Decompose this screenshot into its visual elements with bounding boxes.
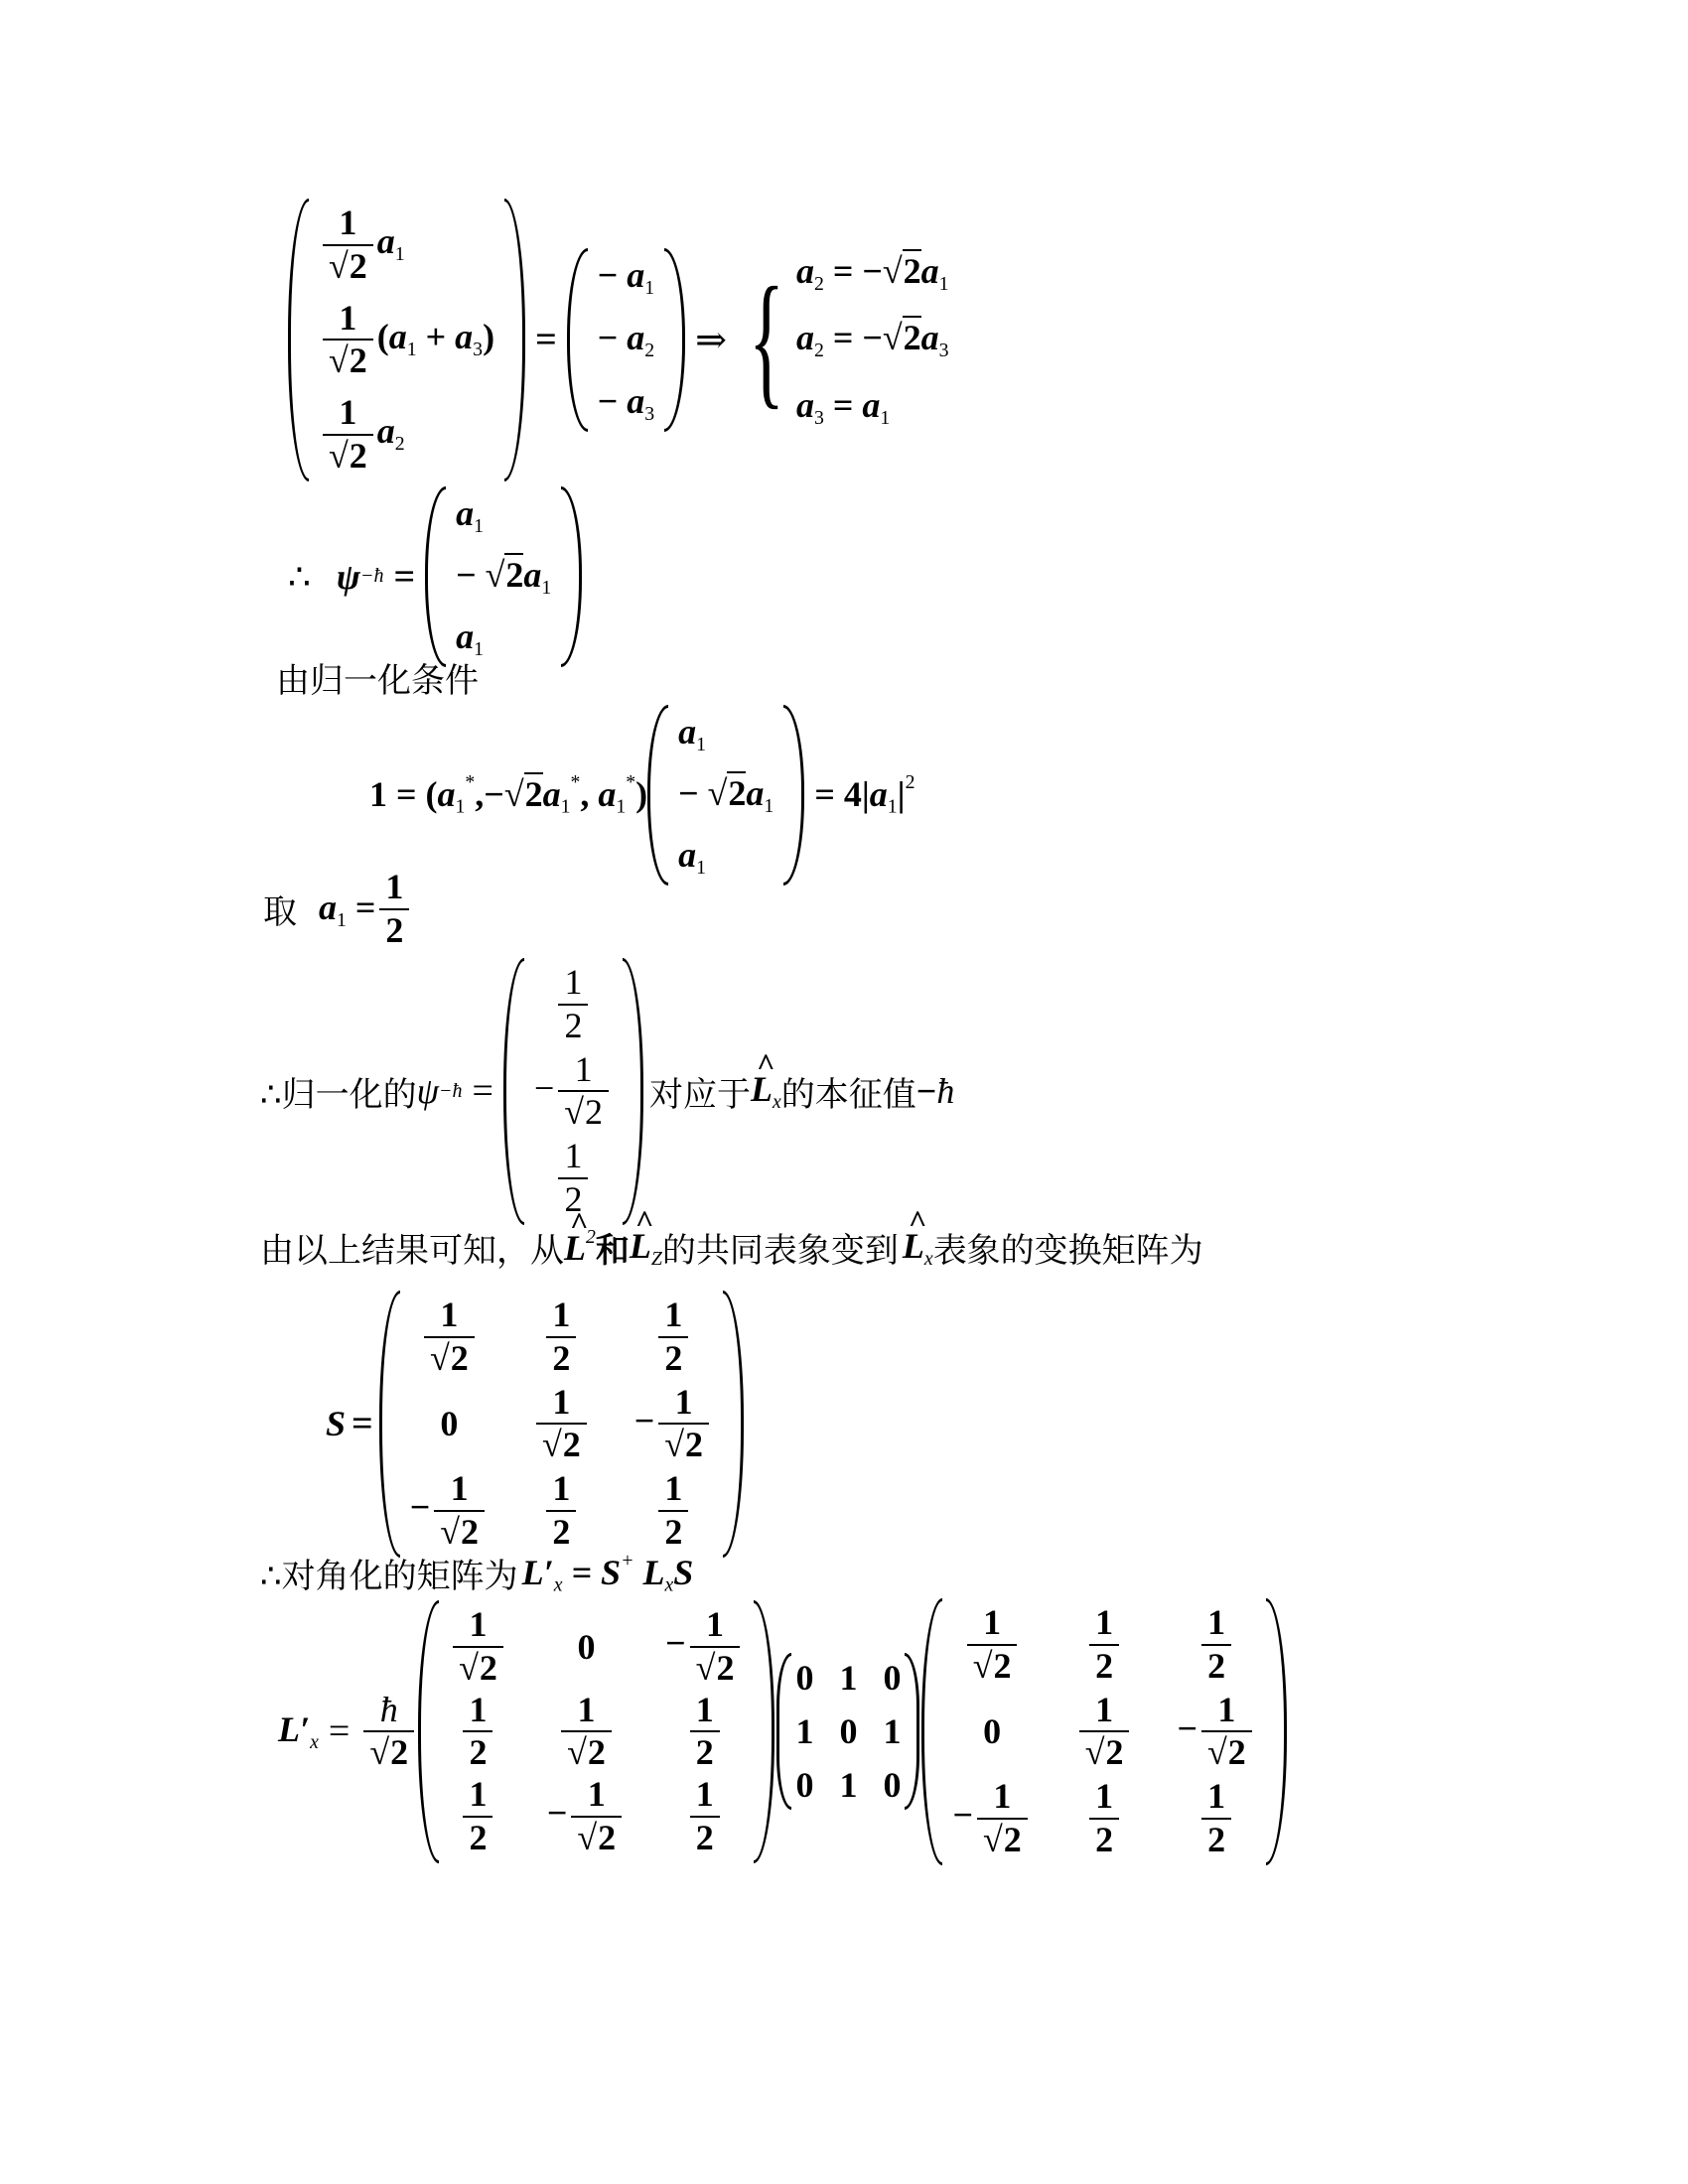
s-matrix-equation: S = $\frac{1}{√2}$ $\frac{1}{2}$ $\frac{1}{2}$ 0 $\frac{1}{√2}$ − $\frac{1}{√2}$ − $\frac{1}{√2}$ $\frac{1}{2}$ $\frac{1}{2}$ (326, 1291, 744, 1558)
normalization-label: 由归一化条件 (276, 661, 479, 701)
lx-matrix: 0 1 0 1 0 1 0 1 0 (776, 1653, 919, 1810)
equation-system: $a_2 = -√2a_1$ $a_2 = -√2a_3$ $a_3 = a_1$ (795, 250, 949, 430)
lhs-vector: $\frac{1}{√2}$ $a_1$ $\frac{1}{√2}$ $(a_1 + a_3)$ $\frac{1}{√2}$ $a_2$ (288, 199, 525, 481)
psi-vector-equation: ∴ ψ −ħ = $a_1$ − $√2a_1$ $a_1$ (288, 486, 582, 667)
rhs-vector: − $a_1$ − $a_2$ − $a_3$ (567, 248, 685, 433)
transform-sentence: 由以上结果可知，从 ^ $L^2$ 和 ^ $L_Z$ 的共同表象变到 ^ $L_x$ 表象的变换矩阵为 (260, 1223, 1203, 1272)
implies-symbol: ⇒ (695, 319, 727, 361)
s-dagger-matrix: $\frac{1}{√2}$ 0 − $\frac{1}{√2}$ $\frac{1}{2}$ $\frac{1}{√2}$ $\frac{1}{2}$ $\frac{1}{2}$ − $\frac{1}{√2}$ $\frac{1}{2}$ (418, 1600, 774, 1863)
normalization-equation: $1 = (a_1^*,-√2a_1^*$, $a_1^*$) $a_1$ − $√2a_1$ $a_1$ = $4|a_1|^2$ (369, 705, 914, 886)
take-a1: 取 $a_1$ = $\frac{1}{2}$ (263, 869, 413, 950)
normalized-psi: ∴归一化的 ψ −ħ = $\frac{1}{2}$ − $\frac{1}{√2}$ $\frac{1}{2}$ 对应于 ^ $L_x$ 的本征值 − ħ (260, 958, 954, 1225)
lx-product-equation: $L'_x$ = $\frac{ħ}{√2}$ $\frac{1}{√2}$ 0 − $\frac{1}{√2}$ $\frac{1}{2}$ $\frac{1}{√2}$ $\frac{1}{2}$ $\frac{1}{2}$ − $\frac{1}{√2}$ $\frac{1}{2}$ 0 1 0 1 0 1 0 1 0 $\frac{1}{√2}$ $\frac{1}{2}$ $\frac{1}{2}$ 0 $\frac{1}{√2}$ − $\frac{1}{√2}$ − $\frac{1}{√2}$ $\frac{1}{2}$ $\frac{1}{2}$ (278, 1598, 1287, 1865)
diag-sentence: ∴对角化的矩阵为 $L'_x = S^+$ $L_xS$ (260, 1549, 694, 1596)
eigen-equation: $\frac{1}{√2}$ $a_1$ $\frac{1}{√2}$ $(a_1 + a_3)$ $\frac{1}{√2}$ $a_2$ = − $a_1$ − $a_2$ − $a_3$ ⇒ { $a_2 = -√2a_1$ $a_2 = -√2a_3$ $a_3 = a_1$ (288, 199, 949, 481)
s-matrix-right: $\frac{1}{√2}$ $\frac{1}{2}$ $\frac{1}{2}$ 0 $\frac{1}{√2}$ − $\frac{1}{√2}$ − $\frac{1}{√2}$ $\frac{1}{2}$ $\frac{1}{2}$ (921, 1598, 1286, 1865)
s-matrix: $\frac{1}{√2}$ $\frac{1}{2}$ $\frac{1}{2}$ 0 $\frac{1}{√2}$ − $\frac{1}{√2}$ − $\frac{1}{√2}$ $\frac{1}{2}$ $\frac{1}{2}$ (379, 1291, 744, 1558)
